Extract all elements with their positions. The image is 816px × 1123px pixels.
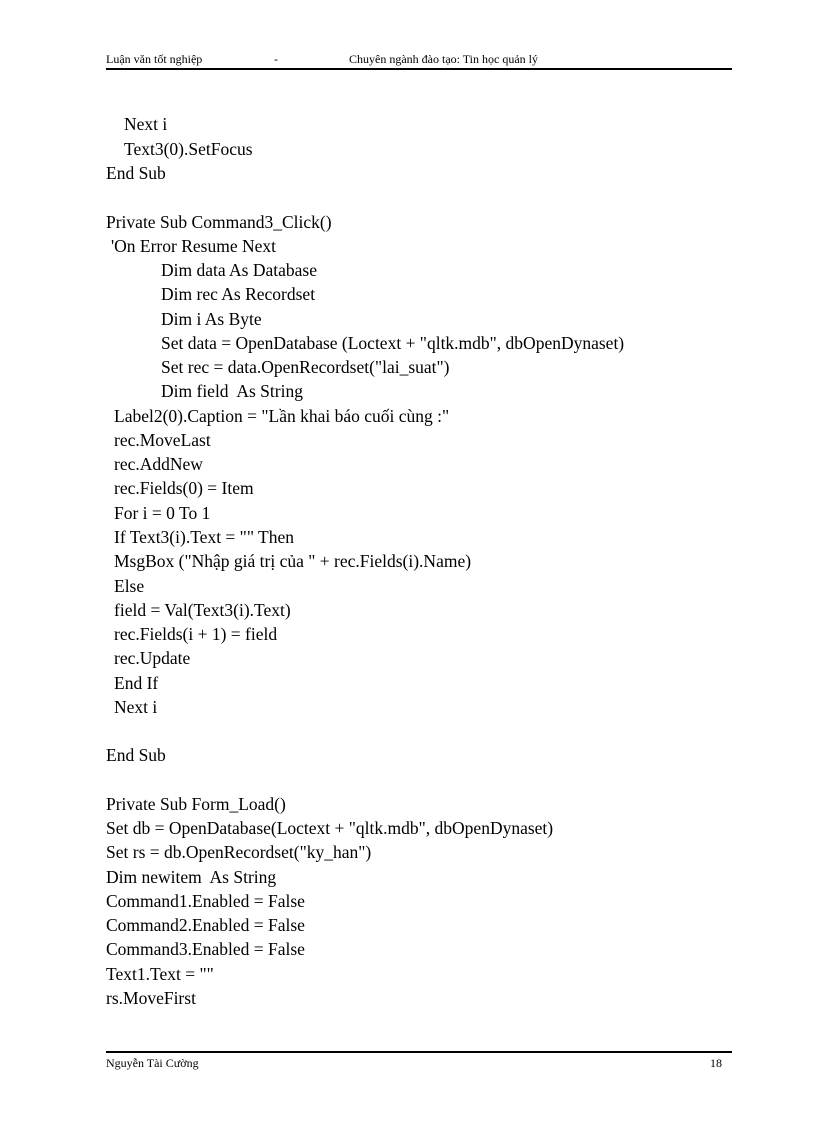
code-line: Private Sub Form_Load() — [106, 794, 286, 814]
code-line: 'On Error Resume Next — [111, 236, 276, 256]
code-line: Else — [114, 576, 145, 596]
code-line: Command3.Enabled = False — [106, 939, 305, 959]
header-major: Chuyên ngành đào tạo: Tin học quản lý — [349, 52, 538, 66]
code-line: End If — [114, 673, 159, 693]
code-line: Private Sub Command3_Click() — [106, 212, 332, 232]
code-line: Label2(0).Caption = "Lần khai báo cuối cùng :" — [114, 406, 450, 426]
code-line: field = Val(Text3(i).Text) — [114, 600, 291, 620]
code-line: rs.MoveFirst — [106, 988, 196, 1008]
code-line: Text1.Text = "" — [106, 964, 214, 984]
code-line: rec.MoveLast — [114, 430, 211, 450]
code-line: rec.AddNew — [114, 454, 203, 474]
footer-author: Nguyễn Tài Cường — [106, 1056, 199, 1070]
code-line: Command1.Enabled = False — [106, 891, 305, 911]
code-line: Next i — [124, 114, 168, 134]
code-line: End Sub — [106, 745, 166, 765]
footer-rule — [106, 1051, 732, 1053]
code-line: rec.Update — [114, 648, 191, 668]
code-line: End Sub — [106, 163, 166, 183]
code-line: Text3(0).SetFocus — [124, 139, 253, 159]
page-number: 18 — [710, 1056, 722, 1070]
code-line: Set data = OpenDatabase (Loctext + "qltk.mdb", dbOpenDynaset) — [161, 333, 625, 353]
code-line: Dim rec As Recordset — [161, 284, 316, 304]
code-line: Dim newitem As String — [106, 867, 277, 887]
header-separator: - — [274, 52, 278, 66]
header-thesis-title: Luận văn tốt nghiệp — [106, 52, 203, 66]
code-line: rec.Fields(i + 1) = field — [114, 624, 278, 644]
code-line: Dim field As String — [161, 381, 303, 401]
code-line: MsgBox ("Nhập giá trị của " + rec.Fields(i).Name) — [114, 551, 472, 571]
code-line: Next i — [114, 697, 158, 717]
code-line: For i = 0 To 1 — [114, 503, 211, 523]
code-line: Set rec = data.OpenRecordset("lai_suat") — [161, 357, 450, 377]
code-line: rec.Fields(0) = Item — [114, 478, 254, 498]
code-line: Set rs = db.OpenRecordset("ky_han") — [106, 842, 372, 862]
code-line: If Text3(i).Text = "" Then — [114, 527, 294, 547]
code-line: Command2.Enabled = False — [106, 915, 305, 935]
code-line: Set db = OpenDatabase(Loctext + "qltk.mdb", dbOpenDynaset) — [106, 818, 554, 838]
code-line: Dim i As Byte — [161, 309, 262, 329]
code-line: Dim data As Database — [161, 260, 317, 280]
